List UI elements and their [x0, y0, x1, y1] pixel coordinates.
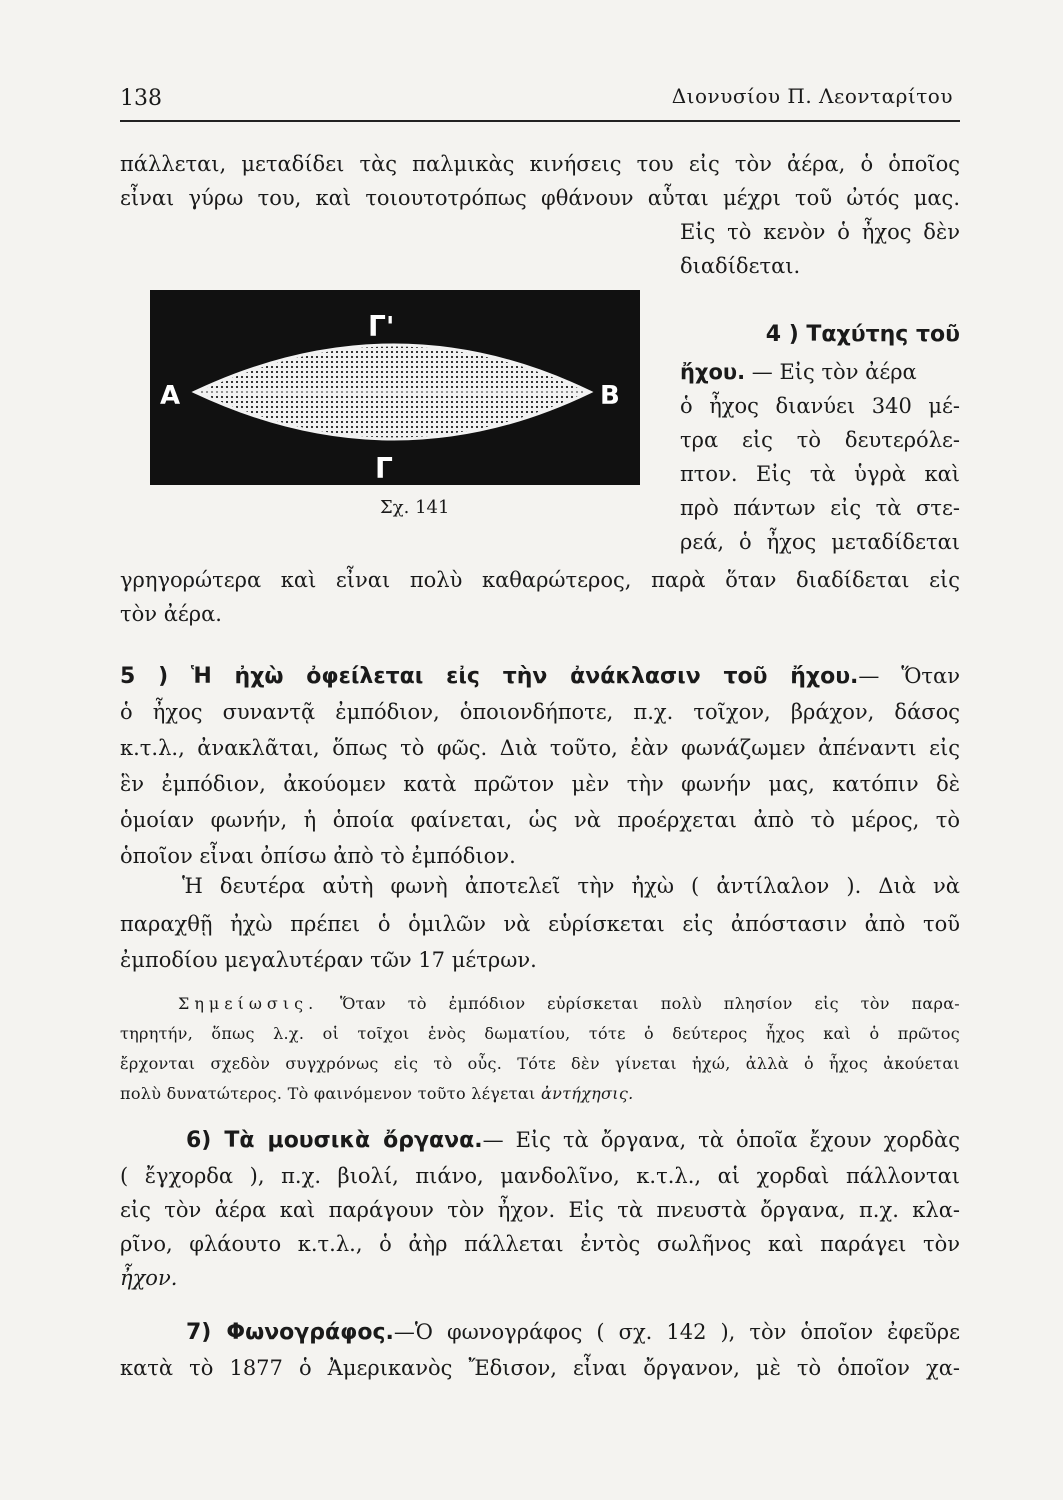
section-4-line-8: τὸν ἀέρα.: [120, 602, 222, 626]
intro-line-3: Εἰς τὸ κενὸν ὁ ἦχος δὲν: [680, 220, 960, 244]
section-5-line-1: 5 ) Ἡ ἠχὼ ὀφείλεται εἰς τὴν ἀνάκλασιν τοῦ ἤχου.— Ὅταν: [120, 664, 961, 689]
note-line-4: πολὺ δυνατώτερος. Τὸ φαινόμενον τοῦτο λέγεται ἀντήχησις.: [120, 1084, 634, 1103]
note-term: ἀντήχησις.: [540, 1084, 634, 1103]
section-4-line-6: ρεά, ὁ ἦχος μεταδίδεται: [680, 530, 960, 554]
intro-line-4: διαδίδεται.: [680, 254, 801, 278]
header-rule: [120, 120, 960, 122]
section-6-heading: 6) Τὰ μουσικὰ ὄργανα.: [186, 1128, 483, 1153]
section-5-line-2: ὁ ἦχος συναντᾷ ἐμπόδιον, ὁποιονδήποτε, π.χ. τοῖχον, βράχον, δάσος: [120, 700, 960, 724]
intro-line-1: πάλλεται, μεταδίδει τὰς παλμικὰς κινήσεις του εἰς τὸν ἀέρα, ὁ ὁποῖος: [120, 152, 960, 176]
section-4-line-4: πτον. Εἰς τὰ ὑγρὰ καὶ: [680, 462, 960, 486]
section-4-line-7: γρηγορώτερα καὶ εἶναι πολὺ καθαρώτερος, παρὰ ὅταν διαδίδεται εἰς: [120, 568, 960, 592]
figure-141: [150, 290, 640, 485]
section-6-line-4: ρῖνο, φλάουτο κ.τ.λ., ὁ ἀὴρ πάλλεται ἐντὸς σωλῆνος καὶ παράγει τὸν: [120, 1232, 960, 1256]
section-4-line-1: ἤχου. — Εἰς τὸν ἀέρα: [680, 360, 917, 384]
intro-line-2: εἶναι γύρω του, καὶ τοιουτοτρόπως φθάνουν αὗται μέχρι τοῦ ὠτός μας.: [120, 186, 960, 210]
section-5-line-8: παραχθῇ ἠχὼ πρέπει ὁ ὁμιλῶν νὰ εὑρίσκεται εἰς ἀπόστασιν ἀπὸ τοῦ: [120, 912, 960, 936]
running-title: Διονυσίου Π. Λεονταρίτου: [671, 84, 953, 108]
section-4-line-3: τρα εἰς τὸ δευτερόλε-: [680, 428, 960, 452]
section-4-heading: 4 ) Ταχύτης τοῦ: [765, 322, 960, 347]
section-6-line-1: 6) Τὰ μουσικὰ ὄργανα.— Εἰς τὰ ὄργανα, τὰ ὁποῖα ἔχουν χορδὰς: [186, 1128, 960, 1153]
section-6-line-2: ( ἔγχορδα ), π.χ. βιολί, πιάνο, μανδολῖνο, κ.τ.λ., αἱ χορδαὶ πάλλονται: [120, 1164, 960, 1188]
section-5-line-7: Ἡ δευτέρα αὐτὴ φωνὴ ἀποτελεῖ τὴν ἠχὼ ( ἀντίλαλον ). Διὰ νὰ: [182, 874, 960, 898]
section-6-line-5: ἦχον.: [120, 1266, 178, 1290]
section-5-line-4: ἓν ἐμπόδιον, ἀκούομεν κατὰ πρῶτον μὲν τὴν φωνήν μας, κατόπιν δὲ: [120, 772, 960, 796]
figure-caption: Σχ. 141: [380, 497, 450, 518]
note-line-2: τηρητήν, ὅπως λ.χ. οἱ τοῖχοι ἑνὸς δωματίου, τότε ὁ δεύτερος ἦχος καὶ ὁ πρῶτος: [120, 1024, 960, 1043]
figure-label-left: Α: [160, 381, 181, 411]
note-line-1: Σημείωσις. Ὅταν τὸ ἐμπόδιον εὑρίσκεται πολὺ πλησίον εἰς τὸν παρα-: [178, 994, 960, 1013]
figure-label-top: Γ': [368, 310, 395, 343]
section-7-heading: 7) Φωνογράφος.: [186, 1320, 394, 1345]
section-5-line-9: ἐμποδίου μεγαλυτέραν τῶν 17 μέτρων.: [120, 948, 537, 972]
section-7-line-1: 7) Φωνογράφος.—Ὁ φωνογράφος ( σχ. 142 ), τὸν ὁποῖον ἐφεῦρε: [186, 1320, 961, 1345]
figure-label-bottom: Γ: [375, 452, 393, 485]
section-5-line-6: ὁποῖον εἶναι ὀπίσω ἀπὸ τὸ ἐμπόδιον.: [120, 844, 516, 868]
section-5-line-5: ὁμοίαν φωνήν, ἡ ὁποία φαίνεται, ὡς νὰ προέρχεται ἀπὸ τὸ μέρος, τὸ: [120, 808, 960, 832]
section-5-heading: 5 ) Ἡ ἠχὼ ὀφείλεται εἰς τὴν ἀνάκλασιν τοῦ ἤχου.: [120, 664, 859, 689]
note-line-3: ἔρχονται σχεδὸν συγχρόνως εἰς τὸ οὖς. Τότε δὲν γίνεται ἠχώ, ἀλλὰ ὁ ἦχος ἀκούεται: [120, 1054, 960, 1073]
section-4-line-5: πρὸ πάντων εἰς τὰ στε-: [680, 496, 960, 520]
section-4-line-2: ὁ ἦχος διανύει 340 μέ-: [680, 394, 960, 418]
page-number: 138: [120, 86, 162, 111]
section-6-line-3: εἰς τὸν ἀέρα καὶ παράγουν τὸν ἦχον. Εἰς τὰ πνευστὰ ὄργανα, π.χ. κλα-: [120, 1198, 960, 1222]
section-7-line-2: κατὰ τὸ 1877 ὁ Ἀμερικανὸς Ἔδισον, εἶναι ὄργανον, μὲ τὸ ὁποῖον χα-: [120, 1356, 960, 1380]
figure-label-right: Β: [600, 381, 620, 411]
lens-diagram: [150, 290, 640, 485]
note-label: Σημείωσις.: [178, 994, 319, 1013]
section-5-line-3: κ.τ.λ., ἀνακλᾶται, ὅπως τὸ φῶς. Διὰ τοῦτο, ἐὰν φωνάζωμεν ἀπέναντι εἰς: [120, 736, 960, 760]
section-4-heading-cont: ἤχου.: [680, 360, 746, 384]
